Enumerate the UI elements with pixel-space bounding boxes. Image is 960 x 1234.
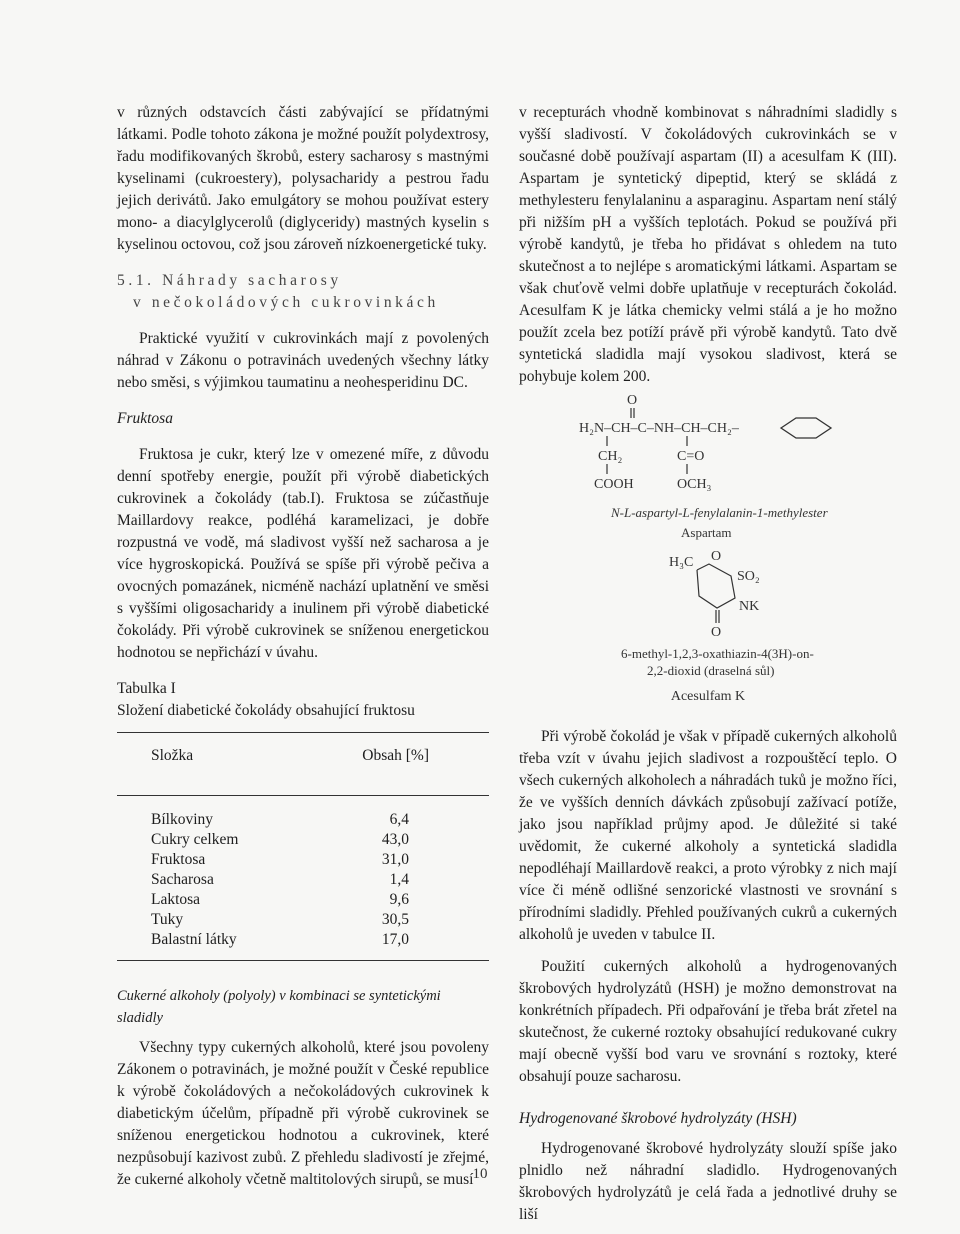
composition-table xyxy=(117,732,489,961)
table-caption: Složení diabetické čokolády obsahující fruktosu xyxy=(117,702,415,719)
page-number: 10 xyxy=(472,1166,488,1182)
cell: Laktosa xyxy=(151,891,201,908)
table-row xyxy=(117,910,489,930)
aspartam-ch2: CH₂ xyxy=(598,449,623,464)
table-header-content: Obsah [%] xyxy=(299,733,489,796)
table-row xyxy=(117,930,489,961)
aspartam-cooh: COOH xyxy=(594,477,634,492)
aspartam-label: Aspartam xyxy=(681,525,732,540)
cell: Sacharosa xyxy=(151,871,214,888)
acesulfam-nk: NK xyxy=(739,599,760,614)
hsh-paragraph: Hydrogenované škrobové hydrolyzáty slouží spíše jako plnidlo než náhradní sladidlo. Hydrogenovaných škrobových hydrolyzátů je celá řada a jednotlivé druhy se liší xyxy=(519,1140,897,1223)
acesulfam-o-bottom: O xyxy=(711,625,722,640)
section-heading-line-1: 5.1. Náhrady sacharosy xyxy=(117,272,342,289)
structure-drawing xyxy=(519,388,897,688)
section-heading xyxy=(117,270,489,314)
left-column xyxy=(117,102,489,1191)
table-row xyxy=(117,890,489,910)
acesulfam-label: Acesulfam K xyxy=(670,689,746,704)
table-label: Tabulka I xyxy=(117,680,176,697)
hsh-title: Hydrogenované škrobové hydrolyzáty (HSH) xyxy=(519,1110,797,1127)
acesulfam-name-1: 6-methyl-1,2,3-oxathiazin-4(3H)-on- xyxy=(621,646,814,661)
sweeteners-paragraph: v recepturách vhodně kombinovat s náhradními sladidly s vyšší sladivostí. V čokoládových cukrovinkách se v současné době používají aspartam (II) a acesulfam K (III). Aspartam je syntetický dipeptid, který se skládá z methylesteru fenylalaninu a asparaginu. Aspartam není stálý při nižším pH a vyšších teplotách. Pokud se používá při výrobě kandytů, je třeba ho přidávat s ohledem na tuto skutečnost a to nejlépe s aromatickými látkami. Aspartam se však chuťově velmi dobře uplatňuje v recepturách čokolád. Acesulfam K je látka chemicky velmi stálá a je ho možno použít zcela bez potíží právě při výrobě kandytů. Tato dvě syntetická sladidla mají vysokou sladivost, která se pohybuje kolem 200. xyxy=(519,104,897,385)
acesulfam-o: O xyxy=(711,549,722,564)
cell: 31,0 xyxy=(381,851,409,868)
table-row xyxy=(117,796,489,831)
fruktosa-paragraph: Fruktosa je cukr, který lze v omezené míře, z důvodu denní spotřeby energie, použít při výrobě diabetických cukrovinek a čokolády (tab.I). Fruktosa se zúčastňuje Maillardovy reakce, podléhá karamelizaci, je dobře rozpustná ve vodě, má sladivost vyšší než sacharosa a je více hygroskopická. Používá se spíše při výrobě pečiva a ovocných pomazánek, nicméně nachází uplatnění ve směsi s vyššími oligosacharidy a inulinem při výrobě diabetické čokolády. Při výrobě cukrovinek se sníženou energetickou hodnotou se nepřichází v úvahu. xyxy=(117,446,489,661)
cell: 6,4 xyxy=(389,811,409,828)
aspartam-name: N-L-aspartyl-L-fenylalanin-1-methylester xyxy=(611,505,828,520)
intro-paragraph: v různých odstavcích části zabývající se přídatnými látkami. Podle tohoto zákona je možné použít polydextrosy, řadu modifikovaných škrobů, estery sacharosy s mastnými kyselinami (cukroestery), polysacharidy a pestrou řadu jejich derivátů. Jako emulgátory se mohou používat estery mono- a diacylglycerolů (diglyceridy) mastných kyselin s kyselinou octovou, což jsou zároveň nízkoenergetické tuky. xyxy=(117,104,489,253)
table-row xyxy=(117,870,489,890)
nahrady-paragraph: Praktické využití v cukrovinkách mají z povolených náhrad v Zákonu o potravinách uvedených všechny látky nebo směsi, s výjimkou taumatinu a neohesperidinu DC. xyxy=(117,330,489,391)
section-heading-line-2: v nečokoládových cukrovinkách xyxy=(133,294,439,311)
aspartam-och3: OCH₃ xyxy=(677,477,712,492)
aspartam-formula: H₂N–CH–C–NH–CH–CH₂– xyxy=(579,421,739,436)
cell: Tuky xyxy=(151,911,184,928)
cell: 1,4 xyxy=(389,871,409,888)
cell: 9,6 xyxy=(389,891,409,908)
alkoholy-paragraph: Všechny typy cukerných alkoholů, které jsou povoleny Zákonem o potravinách, je možné použít v České republice k výrobě čokoládových a nečokoládových cukrovinek k diabetickým účelům, případně při výrobě cukrovinek se sníženou energetickou hodnotou a cukrovinek, které nezpůsobují kazivost zubů. Z přehledu sladivostí je zřejmé, že cukerné alkoholy včetně maltitolových sirupů, se musí xyxy=(117,1039,489,1188)
aspartam-co: C=O xyxy=(677,449,705,464)
cell: 43,0 xyxy=(381,831,409,848)
table-row xyxy=(117,830,489,850)
cell: Balastní látky xyxy=(117,930,299,961)
right-column xyxy=(519,102,897,1226)
cell: 17,0 xyxy=(299,930,489,961)
cell: Fruktosa xyxy=(151,851,206,868)
alkoholy-cokolady-paragraph: Při výrobě čokolád je však v případě cukerných alkoholů třeba vzít v úvahu jejich sladivost a rozpouštěcí teplo. O všech cukerných alkoholech a náhradách tuků je možno říci, že ve vyšších denních dávkách způsobují zažívací potíže, jako jsou například průjmy apod. Je důležité si také uvědomit, že cukerné alkoholy a syntetická sladidla nepodléhají Maillardově reakci, a proto výrobky z nich mají více či méně odlišné senzorické vlastnosti ve srovnání s přírodními sladidly. Přehled používaných cukrů a cukerných alkoholů je uveden v tabulce II. xyxy=(519,728,897,943)
cell: Bílkoviny xyxy=(151,811,214,828)
alkoholy-title: Cukerné alkoholy (polyoly) v kombinaci se syntetickými sladidly xyxy=(117,988,441,1026)
cell: Cukry celkem xyxy=(151,831,239,848)
acesulfam-so2: SO₂ xyxy=(737,569,760,584)
table-row xyxy=(117,850,489,870)
cell: 30,5 xyxy=(381,911,409,928)
chemical-structures xyxy=(519,388,897,704)
hsh-use-paragraph: Použití cukerných alkoholů a hydrogenovaných škrobových hydrolyzátů (HSH) je možno demonstrovat na konkrétních případech. Při odpařování je třeba brát zřetel na skutečnost, že cukerné roztoky obsahující redukované cukry mají obecně vyšší bod varu ve srovnání s roztoky, které obsahují pouze sacharosu. xyxy=(519,958,897,1085)
aspartam-o-top: O xyxy=(627,393,638,408)
fruktosa-title: Fruktosa xyxy=(117,410,173,427)
acesulfam-name-2: 2,2-dioxid (draselná sůl) xyxy=(647,663,775,678)
table-header-component: Složka xyxy=(117,733,299,796)
acesulfam-h3c: H₃C xyxy=(669,555,694,570)
